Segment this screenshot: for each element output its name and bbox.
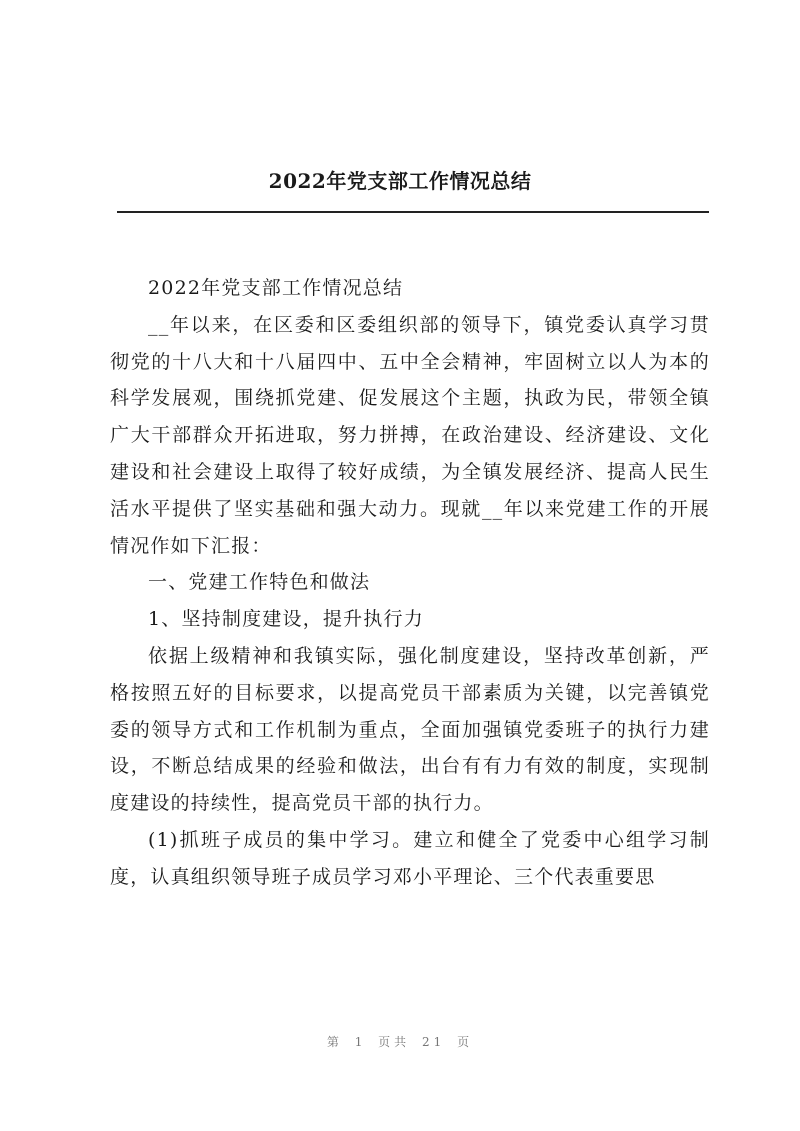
- subsection-heading-1: 1、坚持制度建设，提升执行力: [148, 608, 424, 631]
- footer-suffix: 页: [457, 1035, 474, 1049]
- paragraph-intro: __年以来，在区委和区委组织部的领导下，镇党委认真学习贯彻党的十八大和十八届四中、五中全会精神，牢固树立以人为本的科学发展观，围绕抓党建、促发展这个主题，执政为民，带领全镇广大干部群众开拓进取，努力拼搏，在政治建设、经济建设、文化建设和社会建设上取得了较好成绩，为全镇发展经济、提高人民生活水平提供了坚实基础和强大动力。现就__年以来党建工作的开展情况作如下汇报：: [110, 313, 710, 557]
- document-body: [110, 270, 710, 896]
- footer-page-total: 21: [422, 1035, 446, 1049]
- paragraph-body-2: (1)抓班子成员的集中学习。建立和健全了党委中心组学习制度，认真组织领导班子成员学习邓小平理论、三个代表重要思: [110, 828, 710, 888]
- title-divider: [117, 211, 709, 213]
- page-footer: [0, 1033, 800, 1050]
- footer-middle: 页共: [378, 1035, 411, 1049]
- paragraph-body-1: 依据上级精神和我镇实际，强化制度建设，坚持改革创新，严格按照五好的目标要求，以提高党员干部素质为关键，以完善镇党委的领导方式和工作机制为重点，全面加强镇党委班子的执行力建设，不断总结成果的经验和做法，出台有有力有效的制度，实现制度建设的持续性，提高党员干部的执行力。: [110, 644, 710, 815]
- footer-page-number: 1: [354, 1035, 367, 1049]
- document-title: 2022年党支部工作情况总结: [268, 169, 532, 193]
- paragraph-heading: 2022年党支部工作情况总结: [148, 277, 404, 299]
- footer-prefix: 第: [326, 1035, 343, 1049]
- section-heading-1: 一、党建工作特色和做法: [148, 571, 371, 594]
